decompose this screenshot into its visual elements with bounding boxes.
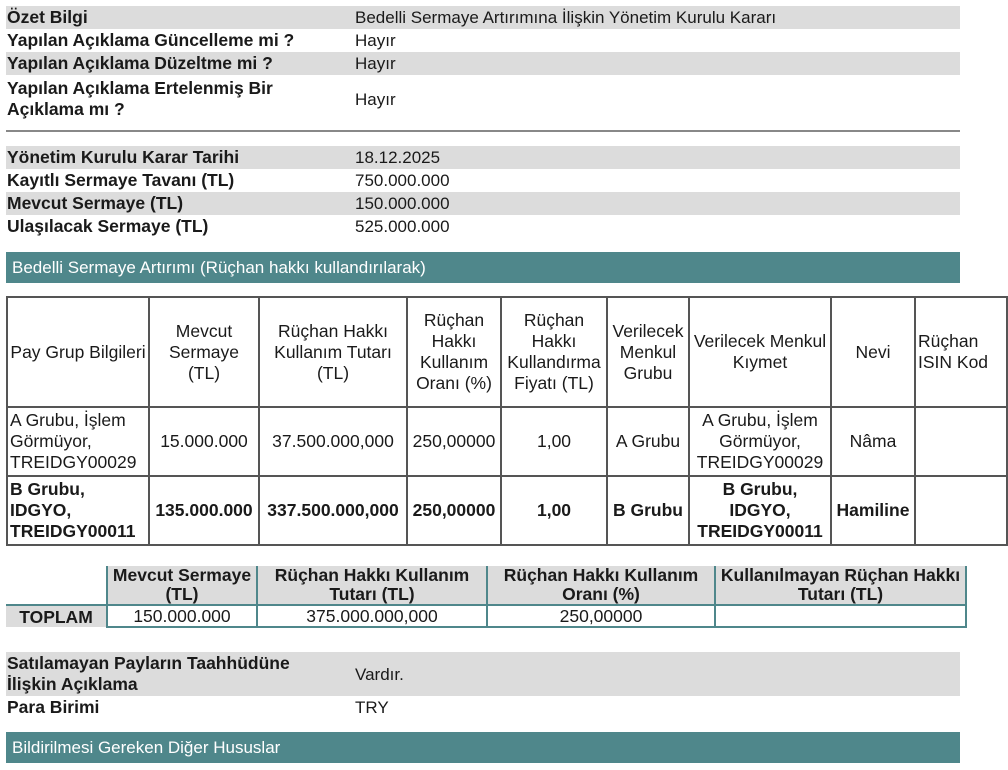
- board-date-label: Yönetim Kurulu Karar Tarihi: [7, 147, 240, 167]
- update-label: Yapılan Açıklama Güncelleme mi ?: [7, 30, 295, 50]
- totals-header-row: [6, 566, 966, 605]
- column-header: Mevcut Sermaye (TL): [107, 566, 257, 605]
- column-header: Verilecek Menkul Kıymet: [689, 297, 831, 407]
- unsold-shares-row: [6, 652, 960, 696]
- table-cell: 337.500.000,000: [259, 476, 407, 545]
- capital-block: [6, 146, 960, 238]
- table-cell: 1,00: [501, 407, 607, 476]
- table-cell: 37.500.000,000: [259, 407, 407, 476]
- column-header: Rüçhan Hakkı Kullandırma Fiyatı (TL): [501, 297, 607, 407]
- summary-label: Özet Bilgi: [7, 7, 88, 27]
- table-cell: Nâma: [831, 407, 915, 476]
- table-cell: A Grubu, İşlem Görmüyor, TREIDGY00029: [7, 407, 149, 476]
- correction-row: [6, 52, 960, 75]
- current-cap-row: [6, 192, 960, 215]
- column-header: Mevcut Sermaye (TL): [149, 297, 259, 407]
- deferred-row: [6, 75, 960, 123]
- table-header-row: [7, 297, 1007, 407]
- unsold-shares-value: Vardır.: [355, 664, 404, 684]
- registered-cap-row: [6, 169, 960, 192]
- totals-row: [6, 605, 966, 627]
- column-header: Pay Grup Bilgileri: [7, 297, 149, 407]
- current-cap-value: 150.000.000: [355, 194, 450, 213]
- table-cell: Hamiline: [831, 476, 915, 545]
- column-header: Rüçhan Hakkı Kullanım Tutarı (TL): [257, 566, 487, 605]
- column-header: Kullanılmayan Rüçhan Hakkı Tutarı (TL): [715, 566, 966, 605]
- currency-value: TRY: [355, 698, 389, 717]
- table-cell: B Grubu, IDGYO, TREIDGY00011: [689, 476, 831, 545]
- registered-cap-label: Kayıtlı Sermaye Tavanı (TL): [7, 170, 235, 190]
- target-cap-row: [6, 215, 960, 238]
- table-cell: 15.000.000: [149, 407, 259, 476]
- rights-table: [6, 296, 989, 544]
- divider: [6, 130, 960, 132]
- table-cell: A Grubu: [607, 407, 689, 476]
- registered-cap-value: 750.000.000: [355, 171, 450, 190]
- currency-label: Para Birimi: [7, 697, 100, 717]
- target-cap-value: 525.000.000: [355, 217, 450, 236]
- table-cell: 250,00000: [487, 605, 715, 627]
- table-cell: 150.000.000: [107, 605, 257, 627]
- table-cell: 250,00000: [407, 407, 501, 476]
- summary-block: [6, 6, 960, 123]
- table-row: [7, 407, 1007, 476]
- correction-value: Hayır: [355, 54, 396, 73]
- table-cell: A Grubu, İşlem Görmüyor, TREIDGY00029: [689, 407, 831, 476]
- board-date-row: [6, 146, 960, 169]
- table-cell: [915, 476, 1007, 545]
- correction-label: Yapılan Açıklama Düzeltme mi ?: [7, 53, 273, 73]
- summary-row: [6, 6, 960, 29]
- update-value: Hayır: [355, 31, 396, 50]
- table-cell: [715, 605, 966, 627]
- column-header: Verilecek Menkul Grubu: [607, 297, 689, 407]
- update-row: [6, 29, 960, 52]
- table-cell: B Grubu: [607, 476, 689, 545]
- deferred-label: Yapılan Açıklama Ertelenmiş Bir Açıklama mı ?: [7, 78, 273, 119]
- column-header: Rüçhan Hakkı Kullanım Oranı (%): [487, 566, 715, 605]
- totals-corner: [6, 566, 107, 605]
- column-header: Rüçhan Hakkı Kullanım Tutarı (TL): [259, 297, 407, 407]
- table-cell: [915, 407, 1007, 476]
- summary-value: Bedelli Sermaye Artırımına İlişkin Yönetim Kurulu Kararı: [355, 8, 777, 27]
- column-header: Nevi: [831, 297, 915, 407]
- section-header-other-matters: Bildirilmesi Gereken Diğer Hususlar: [6, 732, 960, 763]
- table-cell: 250,00000: [407, 476, 501, 545]
- unsold-shares-label: Satılamayan Payların Taahhüdüne İlişkin Açıklama: [7, 653, 290, 694]
- column-header: Rüçhan ISIN Kod: [915, 297, 1007, 407]
- deferred-value: Hayır: [355, 89, 396, 109]
- totals-row-label: TOPLAM: [6, 605, 107, 627]
- board-date-value: 18.12.2025: [355, 148, 441, 167]
- current-cap-label: Mevcut Sermaye (TL): [7, 193, 184, 213]
- target-cap-label: Ulaşılacak Sermaye (TL): [7, 216, 209, 236]
- table-row: [7, 476, 1007, 545]
- extra-block: [6, 652, 960, 719]
- section-header-capital-increase: Bedelli Sermaye Artırımı (Rüçhan hakkı kullandırılarak): [6, 252, 960, 283]
- currency-row: [6, 696, 960, 719]
- table-cell: 375.000.000,000: [257, 605, 487, 627]
- column-header: Rüçhan Hakkı Kullanım Oranı (%): [407, 297, 501, 407]
- table-cell: 135.000.000: [149, 476, 259, 545]
- totals-table: [6, 566, 960, 628]
- table-cell: B Grubu, IDGYO, TREIDGY00011: [7, 476, 149, 545]
- table-cell: 1,00: [501, 476, 607, 545]
